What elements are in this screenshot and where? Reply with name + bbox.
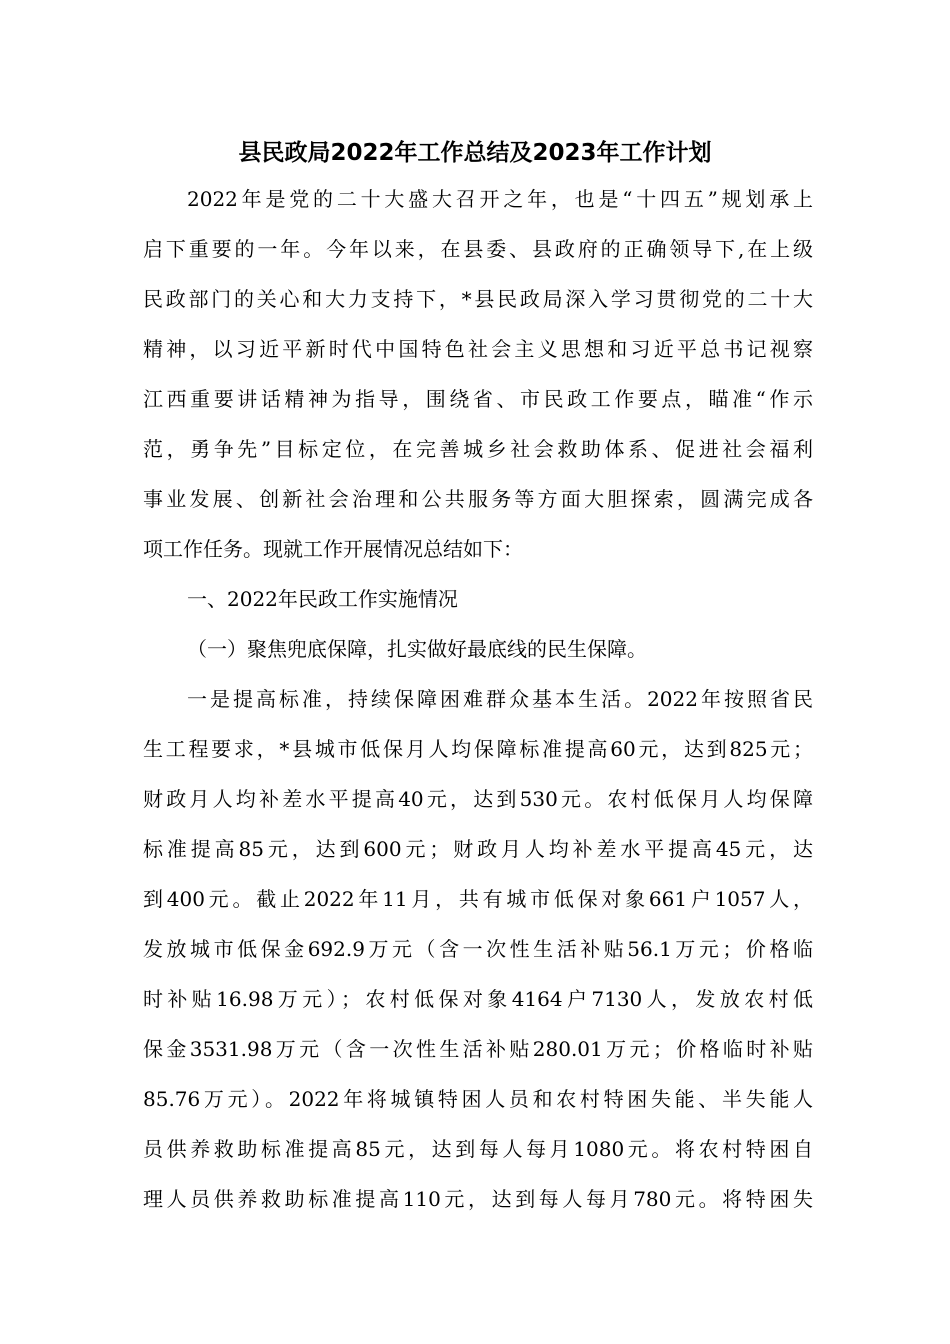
paragraph-line: 范，勇争先”目标定位，在完善城乡社会救助体系、促进社会福利 — [143, 437, 813, 461]
paragraph-line: 理人员供养救助标准提高110元，达到每人每月780元。将特困失 — [143, 1187, 813, 1211]
paragraph-line: 一是提高标准，持续保障困难群众基本生活。2022年按照省民 — [187, 687, 813, 711]
paragraph-line: 到400元。截止2022年11月，共有城市低保对象661户1057人， — [143, 887, 813, 911]
paragraph-line: 财政月人均补差水平提高40元，达到530元。农村低保月人均保障 — [143, 787, 813, 811]
document-title: 县民政局2022年工作总结及2023年工作计划 — [238, 140, 712, 166]
paragraph-line: 标准提高85元，达到600元；财政月人均补差水平提高45元，达 — [143, 837, 813, 861]
paragraph-line: 员供养救助标准提高85元，达到每人每月1080元。将农村特困自 — [143, 1137, 813, 1161]
paragraph-line: 发放城市低保金692.9万元（含一次性生活补贴56.1万元；价格临 — [143, 937, 813, 961]
paragraph-line: 85.76万元）。2022年将城镇特困人员和农村特困失能、半失能人 — [143, 1087, 813, 1111]
paragraph-line: 时补贴16.98万元）；农村低保对象4164户7130人，发放农村低 — [143, 987, 813, 1011]
section-heading: 一、2022年民政工作实施情况 — [187, 587, 458, 611]
paragraph-line: 保金3531.98万元（含一次性生活补贴280.01万元；价格临时补贴 — [143, 1037, 813, 1061]
subsection-heading: （一）聚焦兜底保障，扎实做好最底线的民生保障。 — [187, 637, 647, 661]
paragraph-line: 精神，以习近平新时代中国特色社会主义思想和习近平总书记视察 — [143, 337, 813, 361]
paragraph-line: 事业发展、创新社会治理和公共服务等方面大胆探索，圆满完成各 — [143, 487, 813, 511]
paragraph-line: 民政部门的关心和大力支持下，*县民政局深入学习贯彻党的二十大 — [143, 287, 813, 311]
paragraph-line: 生工程要求，*县城市低保月人均保障标准提高60元，达到825元； — [143, 737, 813, 761]
paragraph-line: 项工作任务。现就工作开展情况总结如下： — [143, 537, 523, 561]
paragraph-line: 2022年是党的二十大盛大召开之年，也是“十四五”规划承上 — [187, 187, 813, 211]
paragraph-line: 江西重要讲话精神为指导，围绕省、市民政工作要点，瞄准“作示 — [143, 387, 813, 411]
paragraph-line: 启下重要的一年。今年以来，在县委、县政府的正确领导下,在上级 — [143, 237, 813, 261]
document-body — [143, 174, 813, 1224]
